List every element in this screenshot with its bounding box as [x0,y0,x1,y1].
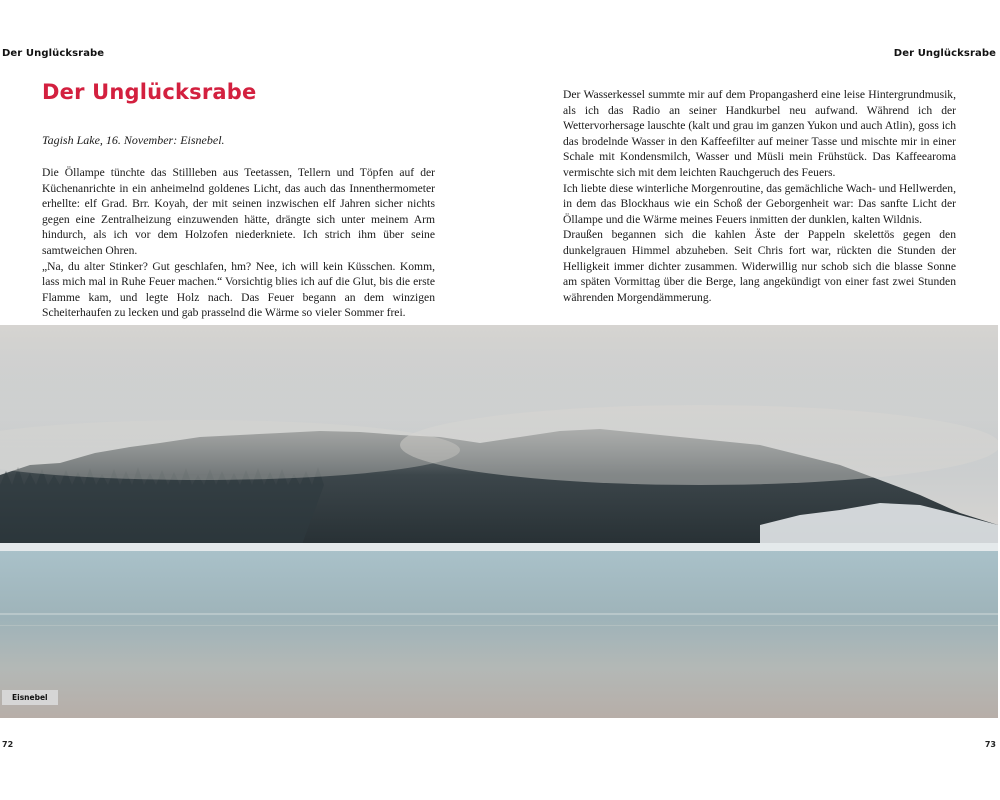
left-column-text [42,165,435,321]
right-column-text [563,87,956,305]
paragraph: Draußen begannen sich die kahlen Äste der Pappeln skelettös gegen den dunkelgrauen Himmel abzuheben. Seit Chris fort war, rückten die Stunden der Helligkeit immer dichter zusammen. Widerwillig nur schob sich die blasse Sonne am späten Vormittag über die Berge, lang angekündigt von einer fast zwei Stunden währenden Morgendämmerung. [563,228,956,304]
running-head-right: Der Unglücksrabe [893,48,996,59]
photo-caption: Eisnebel [2,690,58,705]
running-head-left: Der Unglücksrabe [2,48,105,59]
lake-fog-illustration [0,325,998,718]
paragraph: Ich liebte diese winterliche Morgenroutine, das gemächliche Wach- und Hellwerden, in dem das Blockhaus wie ein Schoß der Geborgenheit war: Das sanfte Licht der Öllampe und die Wärme meines Feuers inmitten der dunklen, kalten Wildnis. [563,181,957,226]
chapter-title: Der Unglücksrabe [42,80,257,104]
page-number-right: 73 [984,740,996,749]
dateline: Tagish Lake, 16. November: Eisnebel. [42,133,225,147]
paragraph: Die Öllampe tünchte das Stillleben aus Teetassen, Tellern und Töpfen auf der Küchenanrichte in ein anheimelnd goldenes Licht, das auch das Innenthermometer erhellte: elf Grad. Brr. Koyah, der mit seinen inzwischen elf Jahren sicher nichts gegen eine Zentralheizung einzuwenden hätte, drängte sich unter meinem Arm hindurch, als ich vor dem Holzofen niederkniete. Ich strich ihm über seine samtweichen Ohren. [42,166,435,257]
lake-fog-photo [0,325,998,718]
page-number-left: 72 [2,740,14,749]
paragraph: Der Wasserkessel summte mir auf dem Propangasherd eine leise Hintergrundmusik, als ich das Radio an seiner Handkurbel neu aufwand. Während ich der Wettervorhersage lauschte (kalt und grau im ganzen Yukon und auch Atlin), goss ich das brodelnde Wasser in den Kaffeefilter auf meiner Tasse und mischte mir in einer Schale mit Kondensmilch, Wasser und Müsli mein Frühstück. Das Kaffeearoma vermischte sich mit dem leichten Rauchgeruch des Feuers. [563,88,956,179]
paragraph: „Na, du alter Stinker? Gut geschlafen, hm? Nee, ich will kein Küsschen. Komm, lass mich mal in Ruhe Feuer machen.“ Vorsichtig blies ich auf die Glut, bis die erste Flamme kam, und legte Holz nach. Das Feuer begann an dem winzigen Scheiterhaufen zu lecken und gab prasselnd die Wärme so vieler Sommer frei. [42,259,435,320]
